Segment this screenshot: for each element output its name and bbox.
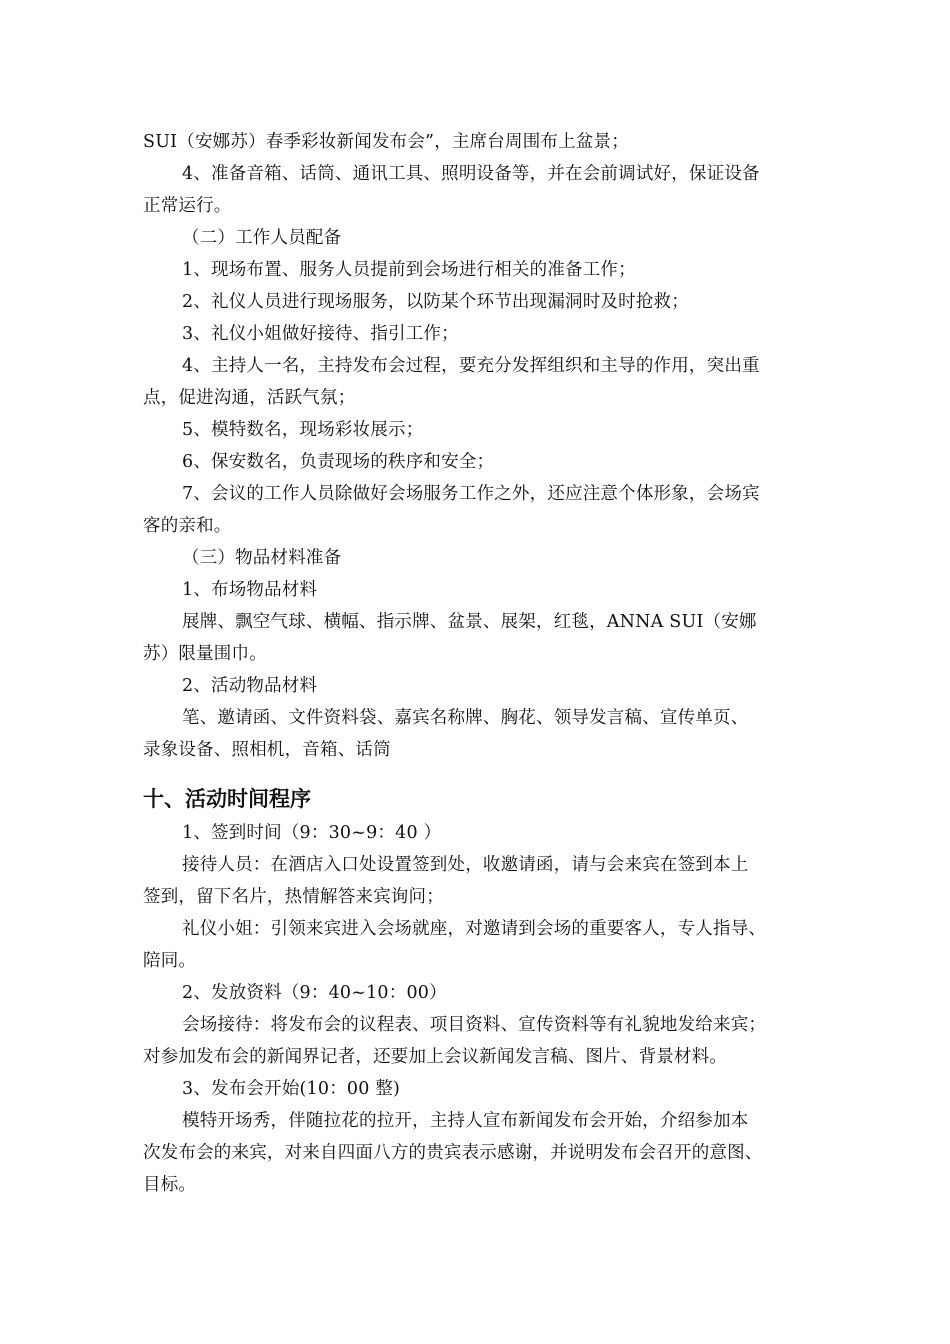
paragraph-line: SUI（安娜苏）春季彩妆新闻发布会”，主席台周围布上盆景； [143, 132, 629, 152]
paragraph-line: 展牌、飘空气球、横幅、指示牌、盆景、展架，红毯，ANNA SUI（安娜 [182, 612, 757, 632]
paragraph-line: 笔、邀请函、文件资料袋、嘉宾名称牌、胸花、领导发言稿、宣传单页、 [182, 708, 749, 728]
section-heading: 十、活动时间程序 [143, 787, 311, 811]
paragraph-line: 2、礼仪人员进行现场服务，以防某个环节出现漏洞时及时抢救； [182, 292, 689, 312]
paragraph-line: 目标。 [143, 1175, 197, 1195]
paragraph-line: 1、签到时间（9：30~9：40 ） [182, 823, 442, 843]
paragraph-line: 点，促进沟通，活跃气氛； [143, 388, 356, 408]
paragraph-line: 7、会议的工作人员除做好会场服务工作之外，还应注意个体形象，会场宾 [182, 484, 760, 504]
paragraph-line: 礼仪小姐：引领来宾进入会场就座，对邀请到会场的重要客人，专人指导、 [182, 919, 767, 939]
paragraph-line: 4、准备音箱、话筒、通讯工具、照明设备等，并在会前调试好，保证设备 [182, 164, 760, 184]
paragraph-line: 客的亲和。 [143, 516, 232, 536]
paragraph-line: 次发布会的来宾，对来自四面八方的贵宾表示感谢，并说明发布会召开的意图、 [143, 1143, 763, 1163]
paragraph-line: 模特开场秀，伴随拉花的拉开，主持人宣布新闻发布会开始，介绍参加本 [182, 1111, 749, 1131]
paragraph-line: 正常运行。 [143, 196, 232, 216]
section-subheading: （三）物品材料准备 [182, 548, 342, 568]
paragraph-line: 5、模特数名，现场彩妆展示； [182, 420, 424, 440]
paragraph-line: 1、布场物品材料 [182, 580, 318, 600]
paragraph-line: 陪同。 [143, 951, 197, 971]
paragraph-line: 苏）限量围巾。 [143, 644, 267, 664]
paragraph-line: 2、发放资料（9：40~10：00） [182, 983, 447, 1003]
paragraph-line: 签到，留下名片，热情解答来宾询问； [143, 887, 444, 907]
section-subheading: （二）工作人员配备 [182, 228, 342, 248]
paragraph-line: 3、发布会开始(10：00 整) [182, 1079, 401, 1099]
paragraph-line: 2、活动物品材料 [182, 676, 318, 696]
paragraph-line: 6、保安数名，负责现场的秩序和安全； [182, 452, 495, 472]
paragraph-line: 4、主持人一名，主持发布会过程，要充分发挥组织和主导的作用，突出重 [182, 356, 760, 376]
paragraph-line: 1、现场布置、服务人员提前到会场进行相关的准备工作； [182, 260, 636, 280]
paragraph-line: 接待人员：在酒店入口处设置签到处，收邀请函，请与会来宾在签到本上 [182, 855, 749, 875]
paragraph-line: 对参加发布会的新闻界记者，还要加上会议新闻发言稿、图片、背景材料。 [143, 1047, 728, 1067]
paragraph-line: 3、礼仪小姐做好接待、指引工作； [182, 324, 459, 344]
paragraph-line: 录象设备、照相机，音箱、话筒 [143, 740, 391, 760]
paragraph-line: 会场接待：将发布会的议程表、项目资料、宣传资料等有礼貌地发给来宾； [182, 1015, 767, 1035]
